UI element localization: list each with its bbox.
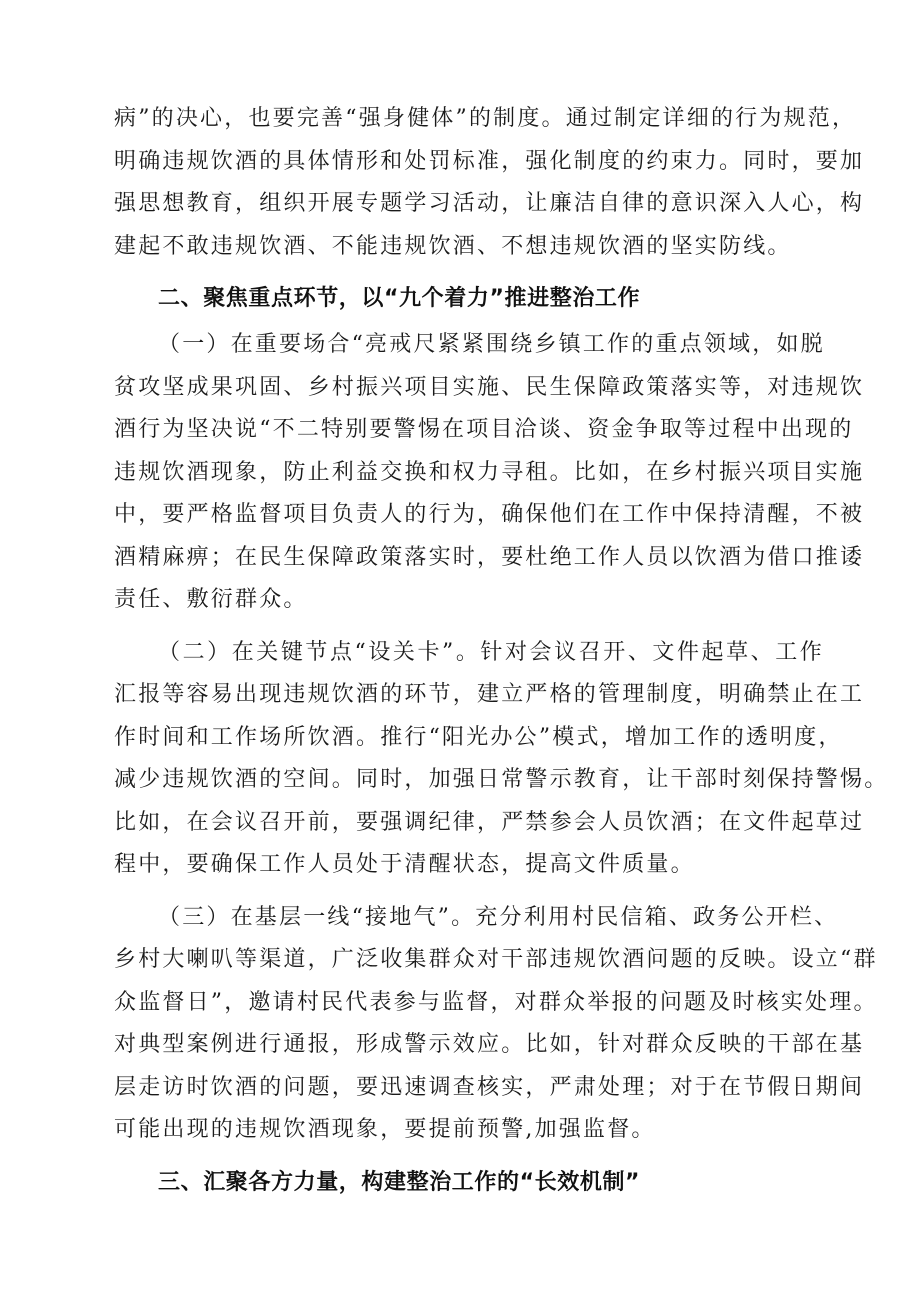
text-line: （一）在重要场合“亮戒尺紧紧围绕乡镇工作的重点领域，如脱 (158, 332, 825, 357)
text-line: 作时间和工作场所饮酒。推行“阳光办公”模式，增加工作的透明度， (114, 724, 843, 750)
text-line: 酒精麻痹；在民生保障政策落实时，要杜绝工作人员以饮酒为借口推诿 (114, 544, 865, 570)
paragraph-2-3 (114, 897, 878, 1152)
text-line: （三）在基层一线“接地气”。充分利用村民信箱、政务公开栏、 (158, 904, 839, 930)
text-line: 比如，在会议召开前，要强调纪律，严禁参会人员饮酒；在文件起草过 (114, 809, 865, 835)
paragraph-2-1 (114, 324, 865, 622)
paragraph-2-2 (114, 632, 889, 887)
text-line: 乡村大喇叭等渠道，广泛收集群众对干部违规饮酒问题的反映。设立“群 (114, 947, 878, 972)
text-line: 程中，要确保工作人员处于清醒状态，提高文件质量。 (114, 852, 695, 877)
text-line: 酒行为坚决说“不二特别要警惕在项目洽谈、资金争取等过程中出现的 (114, 417, 854, 442)
text-line: 减少违规饮酒的空间。同时，加强日常警示教育，让干部时刻保持警惕。 (114, 767, 889, 792)
text-line: 众监督日”，邀请村民代表参与监督，对群众举报的问题及时核实处理。 (114, 989, 878, 1015)
text-line: 对典型案例进行通报，形成警示效应。比如，针对群众反映的干部在基 (114, 1032, 865, 1057)
section-heading-3: 三、汇聚各方力量，构建整治工作的“长效机制” (158, 1169, 641, 1195)
text-line: 病”的决心，也要完善“强身健体”的制度。通过制定详细的行为规范， (114, 106, 857, 131)
section-heading-2: 二、聚焦重点环节，以“九个着力”推进整治工作 (158, 286, 641, 311)
text-line: （二）在关键节点“设关卡”。针对会议召开、文件起草、工作 (158, 639, 824, 665)
text-line: 建起不敢违规饮酒、不能违规饮酒、不想违规饮酒的坚实防线。 (114, 233, 792, 259)
text-line: 违规饮酒现象，防止利益交换和权力寻租。比如，在乡村振兴项目实施 (114, 459, 865, 485)
text-line: 强思想教育，组织开展专题学习活动，让廉洁自律的意识深入人心，构 (114, 191, 865, 216)
text-line: 层走访时饮酒的问题，要迅速调查核实，严肃处理；对于在节假日期间 (114, 1074, 865, 1100)
paragraph-intro (114, 98, 865, 268)
text-line: 可能出现的违规饮酒现象，要提前预警,加强监督。 (114, 1117, 656, 1142)
text-line: 汇报等容易出现违规饮酒的环节，建立严格的管理制度，明确禁止在工 (114, 682, 865, 707)
text-line: 明确违规饮酒的具体情形和处罚标准，强化制度的约束力。同时，要加 (114, 148, 865, 174)
text-line: 贫攻坚成果巩固、乡村振兴项目实施、民生保障政策落实等，对违规饮 (114, 374, 865, 400)
text-line: 中，要严格监督项目负责人的行为，确保他们在工作中保持清醒，不被 (114, 502, 865, 527)
text-line: 责任、敷衍群众。 (114, 587, 308, 612)
